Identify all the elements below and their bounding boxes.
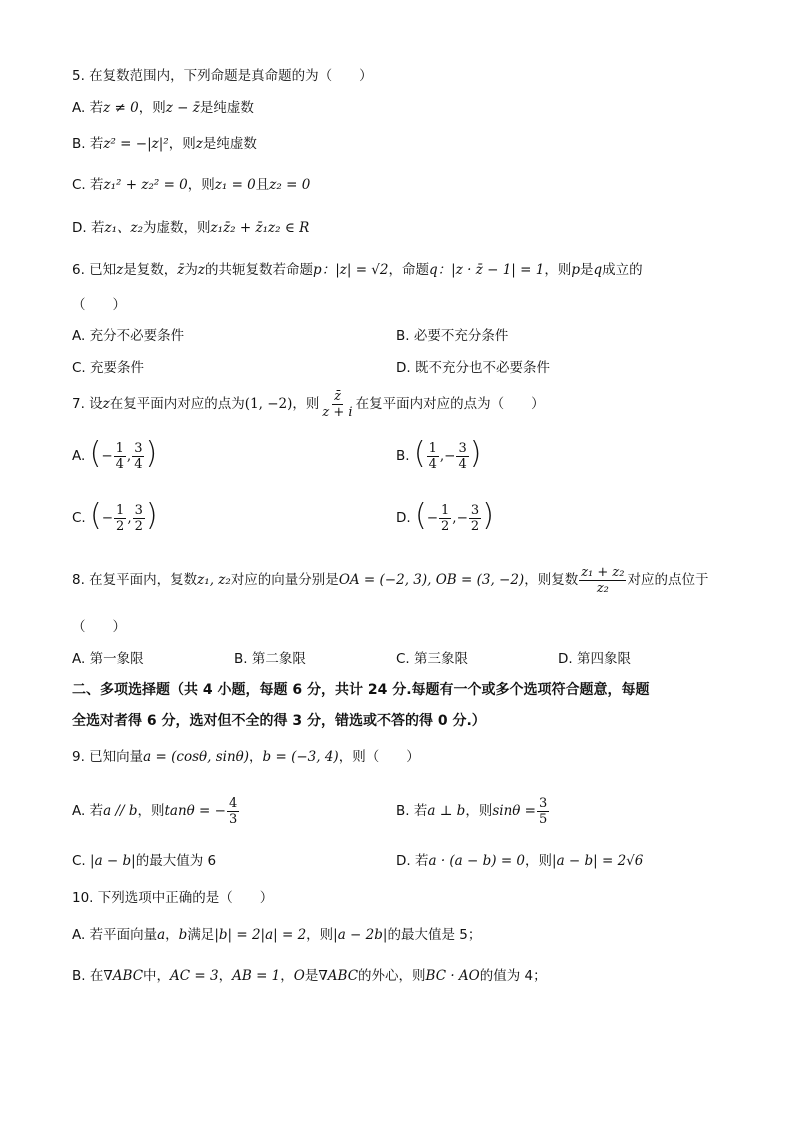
question-9-option-a: A. 若a // b，则tanθ = − $\frac{4}{3}$: [72, 795, 238, 827]
question-5-stem: 5. 在复数范围内，下列命题是真命题的为（ ）: [72, 68, 373, 84]
question-7-option-c: C. (− $\frac{1}{2}$ , $\frac{3}{2}$ ): [72, 498, 158, 534]
question-8-option-d: D. 第四象限: [558, 651, 631, 667]
question-7-option-d: D. (− $\frac{1}{2}$ ,− $\frac{3}{2}$ ): [396, 498, 494, 534]
section-heading-line-2: 全选对者得 6 分，选对但不全的得 3 分，错选或不答的得 0 分.）: [72, 713, 486, 729]
question-6-option-d: D. 既不充分也不必要条件: [396, 360, 550, 376]
question-6-option-b: B. 必要不充分条件: [396, 328, 509, 344]
question-9-option-d: D. 若a · (a − b) = 0，则|a − b| = 2√6: [396, 853, 644, 869]
question-7-option-b: B. ( $\frac{1}{4}$ ,− $\frac{3}{4}$ ): [396, 436, 482, 472]
question-9-option-b: B. 若a ⊥ b，则sinθ = $\frac{3}{5}$: [396, 795, 548, 827]
question-6-option-c: C. 充要条件: [72, 360, 145, 376]
question-9-option-c: C. |a − b|的最大值为 6: [72, 853, 217, 869]
question-8-option-b: B. 第二象限: [234, 651, 306, 667]
question-5-option-b: B. 若z² = −|z|²，则z是纯虚数: [72, 136, 257, 152]
question-8-paren: （ ）: [72, 619, 126, 635]
question-8-option-a: A. 第一象限: [72, 651, 144, 667]
question-5-option-c: C. 若z₁² + z₂² = 0，则z₁ = 0且z₂ = 0: [72, 177, 311, 193]
question-10-stem: 10. 下列选项中正确的是（ ）: [72, 890, 274, 906]
question-6-option-a: A. 充分不必要条件: [72, 328, 185, 344]
question-7-option-a: A. (− $\frac{1}{4}$ , $\frac{3}{4}$ ): [72, 436, 158, 472]
question-6-stem: 6. 已知z是复数，z̄为z的共轭复数若命题p：|z| = √2，命题q：|z · z̄ − 1| = 1，则p是q成立的: [72, 262, 643, 278]
question-8-option-c: C. 第三象限: [396, 651, 469, 667]
section-heading-line-1: 二、多项选择题（共 4 小题，每题 6 分，共计 24 分.每题有一个或多个选项符合题意，每题: [72, 682, 650, 698]
q8-fraction: $\frac{\text{z₁ + z₂}}{\text{z₂}}$: [581, 564, 625, 596]
question-10-option-b: B. 在∇ABC中，AC = 3，AB = 1，O是∇ABC的外心，则BC · AO的值为 4；: [72, 968, 547, 984]
question-9-stem: 9. 已知向量a = (cosθ, sinθ)，b = (−3, 4)，则（ ）: [72, 749, 420, 765]
question-10-option-a: A. 若平面向量a，b满足|b| = 2|a| = 2，则|a − 2b|的最大值是 5；: [72, 927, 482, 943]
question-8-stem: 8. 在复平面内，复数z₁, z₂对应的向量分别是OA = (−2, 3), OB = (3, −2)，则复数 $\frac{\text{z₁ + z₂}}{\text{z₂}}$ 对应的点位于: [72, 564, 709, 596]
question-5-option-a: A. 若z ≠ 0，则z − z̄是纯虚数: [72, 100, 254, 116]
question-7-stem: 7. 设z在复平面内对应的点为(1, −2)，则 $\frac{z̄}{z + i}$ 在复平面内对应的点为（ ）: [72, 388, 545, 420]
q7-fraction: $\frac{z̄}{z + i}$: [322, 388, 353, 420]
question-6-paren: （ ）: [72, 297, 126, 313]
question-5-option-d: D. 若z₁、z₂为虚数，则z₁z̄₂ + z̄₁z₂ ∈ R: [72, 220, 310, 236]
